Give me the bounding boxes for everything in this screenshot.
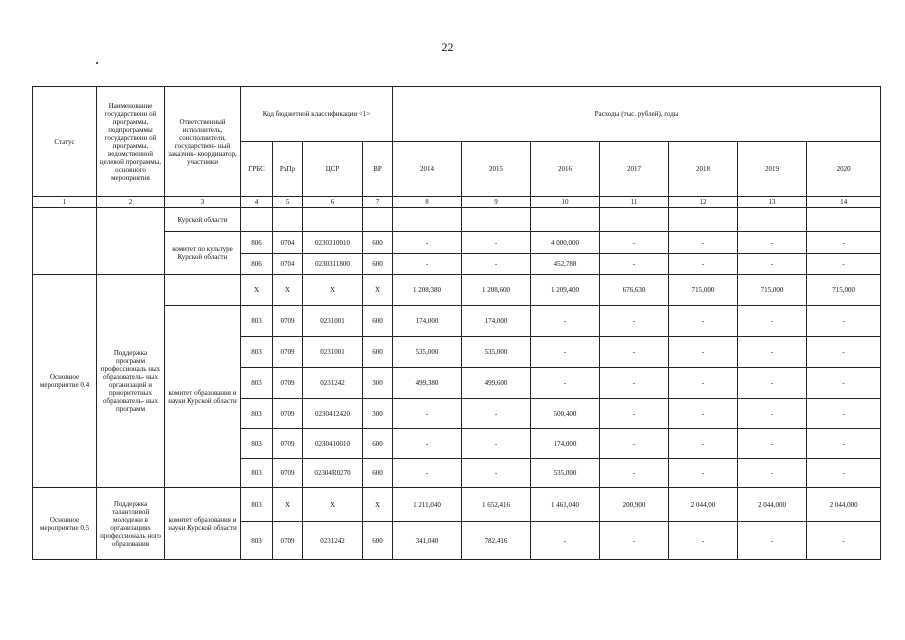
cell-grbs: 803 xyxy=(241,399,273,429)
cell-2017: 200,900 xyxy=(600,488,669,522)
cell-rzpr: 0704 xyxy=(273,232,303,254)
cell-grbs: 806 xyxy=(241,254,273,275)
cell-vr: 600 xyxy=(363,459,393,488)
responsible-continued: Курской области xyxy=(165,208,241,232)
header-program-name: Наименование государственн ой программы, подпрограммы государственн ой программы, ведомственной целевой программы, основного мероприятия xyxy=(97,87,165,197)
header-year: 2015 xyxy=(462,142,531,197)
cell-2019: - xyxy=(738,337,807,368)
cell-2015: 174,000 xyxy=(462,306,531,337)
header-responsible: Ответственный исполнитель, соисполнители, государствен- ный заказчик- координатор, участники xyxy=(165,87,241,197)
column-number: 4 xyxy=(241,197,273,208)
name-cell: Поддержка талантливой молодежи в организациях профессиональ ного образования xyxy=(97,488,165,560)
column-number: 2 xyxy=(97,197,165,208)
header-year: 2014 xyxy=(393,142,462,197)
cell-2020: - xyxy=(807,522,881,560)
cell-2016: 452,788 xyxy=(531,254,600,275)
cell-2020: - xyxy=(807,459,881,488)
header-status: Статус xyxy=(33,87,97,197)
cell-rzpr: 0709 xyxy=(273,522,303,560)
cell-grbs: 803 xyxy=(241,459,273,488)
status-cell: Основное мероприятие 0.4 xyxy=(33,275,97,488)
cell-csr: 0231242 xyxy=(303,368,363,399)
budget-table xyxy=(32,86,881,560)
cell-2018: - xyxy=(669,399,738,429)
cell-2016: 1 209,400 xyxy=(531,275,600,306)
cell-2020: - xyxy=(807,399,881,429)
cell-2020: - xyxy=(807,368,881,399)
cell-2014: - xyxy=(393,399,462,429)
cell-2019: - xyxy=(738,254,807,275)
cell-2019: - xyxy=(738,459,807,488)
name-cell-empty xyxy=(97,208,165,275)
cell-2015: - xyxy=(462,459,531,488)
cell-2015: - xyxy=(462,429,531,459)
cell-2014: 1 208,380 xyxy=(393,275,462,306)
header-year: 2020 xyxy=(807,142,881,197)
scan-speck xyxy=(96,62,98,64)
cell-2018: 2 044,00 xyxy=(669,488,738,522)
column-number: 5 xyxy=(273,197,303,208)
cell-2020: - xyxy=(807,429,881,459)
cell-2020: - xyxy=(807,306,881,337)
header-csr: ЦСР xyxy=(303,142,363,197)
cell-rzpr: X xyxy=(273,275,303,306)
column-number: 10 xyxy=(531,197,600,208)
header-row-1 xyxy=(33,87,881,142)
cell-2019: - xyxy=(738,306,807,337)
cell-2014: - xyxy=(393,254,462,275)
cell-vr: 300 xyxy=(363,399,393,429)
cell-grbs: 803 xyxy=(241,429,273,459)
cell-2015: 535,000 xyxy=(462,337,531,368)
cell-2018: - xyxy=(669,368,738,399)
cell-empty xyxy=(600,208,669,232)
cell-csr: 0231242 xyxy=(303,522,363,560)
cell-vr: 600 xyxy=(363,306,393,337)
cell-grbs: 803 xyxy=(241,337,273,368)
cell-2016: - xyxy=(531,522,600,560)
cell-grbs: 803 xyxy=(241,522,273,560)
cell-csr: X xyxy=(303,488,363,522)
cell-2020: 2 044,000 xyxy=(807,488,881,522)
cell-rzpr: 0709 xyxy=(273,368,303,399)
header-vr: ВР xyxy=(363,142,393,197)
cell-2014: - xyxy=(393,429,462,459)
cell-vr: 300 xyxy=(363,368,393,399)
cell-2018: - xyxy=(669,232,738,254)
column-number: 12 xyxy=(669,197,738,208)
table-row xyxy=(33,275,881,306)
cell-2016: 174,000 xyxy=(531,429,600,459)
cell-rzpr: 0709 xyxy=(273,429,303,459)
cell-2020: - xyxy=(807,337,881,368)
cell-vr: X xyxy=(363,275,393,306)
cell-grbs: 803 xyxy=(241,368,273,399)
responsible-cell: комитет по культуре Курской области xyxy=(165,232,241,275)
cell-2016: 500,400 xyxy=(531,399,600,429)
table-row xyxy=(33,488,881,522)
cell-csr: 0230412420 xyxy=(303,399,363,429)
cell-2017: - xyxy=(600,459,669,488)
page-number: 22 xyxy=(441,40,454,54)
cell-2018: - xyxy=(669,522,738,560)
cell-empty xyxy=(462,208,531,232)
cell-2020: 715,000 xyxy=(807,275,881,306)
cell-empty xyxy=(393,208,462,232)
cell-2015: 499,600 xyxy=(462,368,531,399)
header-year: 2016 xyxy=(531,142,600,197)
cell-vr: X xyxy=(363,488,393,522)
column-number: 1 xyxy=(33,197,97,208)
cell-2016: 1 461,040 xyxy=(531,488,600,522)
cell-2015: 1 652,416 xyxy=(462,488,531,522)
cell-2014: 174,000 xyxy=(393,306,462,337)
cell-2014: 341,040 xyxy=(393,522,462,560)
cell-2016: 4 000,000 xyxy=(531,232,600,254)
cell-2019: 715,000 xyxy=(738,275,807,306)
name-cell: Поддержка программ профессиональ ных образователь- ных организаций и приоритетных образователь- ных программ xyxy=(97,275,165,488)
cell-2014: 1 211,040 xyxy=(393,488,462,522)
cell-vr: 600 xyxy=(363,522,393,560)
cell-csr: 0230311800 xyxy=(303,254,363,275)
cell-2015: - xyxy=(462,399,531,429)
cell-vr: 600 xyxy=(363,232,393,254)
cell-2017: 676,630 xyxy=(600,275,669,306)
cell-csr: 0231001 xyxy=(303,306,363,337)
header-rzpr: РзПр xyxy=(273,142,303,197)
column-number: 6 xyxy=(303,197,363,208)
cell-2017: - xyxy=(600,522,669,560)
cell-2019: - xyxy=(738,368,807,399)
cell-empty xyxy=(807,208,881,232)
cell-csr: 02304R0270 xyxy=(303,459,363,488)
status-cell: Основное мероприятие 0.5 xyxy=(33,488,97,560)
cell-csr: 0230310010 xyxy=(303,232,363,254)
cell-2016: - xyxy=(531,306,600,337)
cell-vr: 600 xyxy=(363,254,393,275)
column-number-row xyxy=(33,197,881,208)
column-number: 9 xyxy=(462,197,531,208)
cell-2019: - xyxy=(738,522,807,560)
cell-2015: - xyxy=(462,232,531,254)
cell-2018: - xyxy=(669,254,738,275)
header-grbs: ГРБС xyxy=(241,142,273,197)
cell-2019: - xyxy=(738,232,807,254)
cell-rzpr: 0709 xyxy=(273,399,303,429)
table-row xyxy=(33,208,881,232)
cell-2017: - xyxy=(600,337,669,368)
cell-rzpr: 0709 xyxy=(273,459,303,488)
cell-vr: 600 xyxy=(363,429,393,459)
cell-2014: - xyxy=(393,459,462,488)
cell-2017: - xyxy=(600,429,669,459)
responsible-cell-empty xyxy=(165,275,241,306)
cell-2020: - xyxy=(807,254,881,275)
cell-empty xyxy=(303,208,363,232)
cell-2019: 2 044,000 xyxy=(738,488,807,522)
cell-2017: - xyxy=(600,399,669,429)
cell-2017: - xyxy=(600,306,669,337)
cell-2017: - xyxy=(600,254,669,275)
cell-empty xyxy=(738,208,807,232)
cell-grbs: 803 xyxy=(241,306,273,337)
cell-2017: - xyxy=(600,232,669,254)
cell-2018: - xyxy=(669,306,738,337)
cell-csr: X xyxy=(303,275,363,306)
cell-grbs: 803 xyxy=(241,488,273,522)
cell-2019: - xyxy=(738,429,807,459)
cell-2015: 1 208,600 xyxy=(462,275,531,306)
cell-2016: 535,000 xyxy=(531,459,600,488)
column-number: 11 xyxy=(600,197,669,208)
cell-2018: - xyxy=(669,459,738,488)
cell-rzpr: 0704 xyxy=(273,254,303,275)
cell-2018: 715,000 xyxy=(669,275,738,306)
cell-2018: - xyxy=(669,429,738,459)
cell-grbs: X xyxy=(241,275,273,306)
column-number: 14 xyxy=(807,197,881,208)
cell-2020: - xyxy=(807,232,881,254)
cell-empty xyxy=(363,208,393,232)
cell-csr: 0231001 xyxy=(303,337,363,368)
column-number: 8 xyxy=(393,197,462,208)
header-budget-code: Код бюджетной классификации <1> xyxy=(241,87,393,142)
cell-2014: 535,000 xyxy=(393,337,462,368)
cell-empty xyxy=(241,208,273,232)
column-number: 13 xyxy=(738,197,807,208)
cell-2018: - xyxy=(669,337,738,368)
cell-empty xyxy=(273,208,303,232)
header-expenses: Расходы (тыс. рублей), годы xyxy=(393,87,881,142)
header-year: 2019 xyxy=(738,142,807,197)
cell-2016: - xyxy=(531,368,600,399)
cell-2019: - xyxy=(738,399,807,429)
column-number: 3 xyxy=(165,197,241,208)
header-year: 2017 xyxy=(600,142,669,197)
cell-2017: - xyxy=(600,368,669,399)
cell-rzpr: 0709 xyxy=(273,306,303,337)
responsible-cell: комитет образования и науки Курской области xyxy=(165,306,241,488)
cell-grbs: 806 xyxy=(241,232,273,254)
cell-empty xyxy=(531,208,600,232)
cell-2015: 782,416 xyxy=(462,522,531,560)
status-cell-empty xyxy=(33,208,97,275)
cell-2016: - xyxy=(531,337,600,368)
column-number: 7 xyxy=(363,197,393,208)
cell-2014: 499,380 xyxy=(393,368,462,399)
cell-vr: 600 xyxy=(363,337,393,368)
cell-csr: 0230410010 xyxy=(303,429,363,459)
header-year: 2018 xyxy=(669,142,738,197)
cell-empty xyxy=(669,208,738,232)
cell-2015: - xyxy=(462,254,531,275)
cell-2014: - xyxy=(393,232,462,254)
cell-rzpr: 0709 xyxy=(273,337,303,368)
cell-rzpr: X xyxy=(273,488,303,522)
responsible-cell: комитет образования и науки Курской области xyxy=(165,488,241,560)
